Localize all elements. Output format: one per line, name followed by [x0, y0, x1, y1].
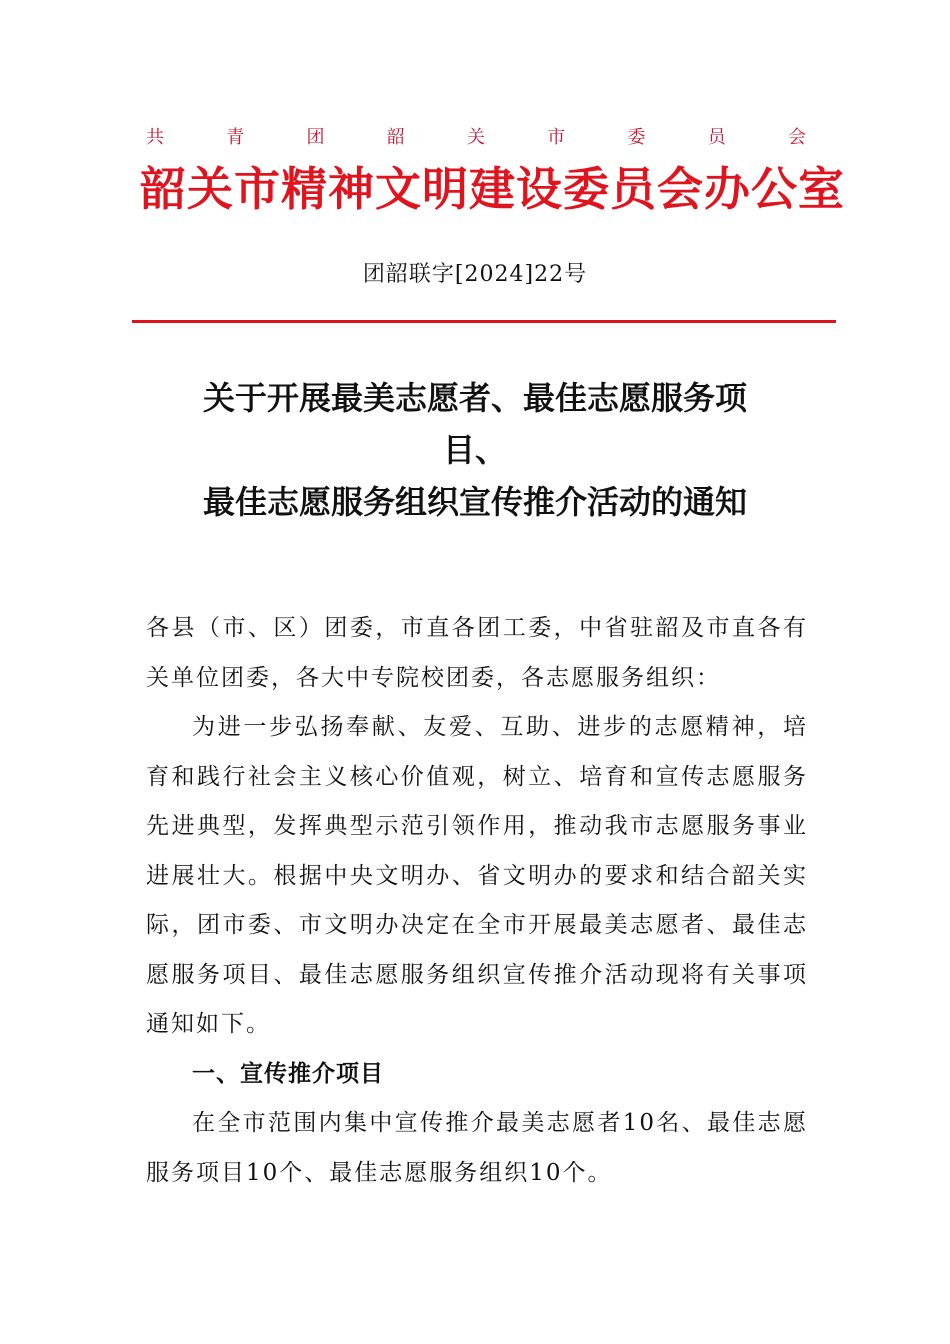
- document-number: 团韶联字[2024]22号: [362, 262, 588, 287]
- issuer-heading: 韶关市精神文明建设委员会办公室: [140, 162, 845, 216]
- salutation: 各县（市、区）团委，市直各团工委，中省驻韶及市直各有关单位团委，各大中专院校团委，各志愿服务组织：: [146, 615, 808, 691]
- intro-paragraph: 为进一步弘扬奉献、友爱、互助、进步的志愿精神，培育和践行社会主义核心价值观，树立、培育和宣传志愿服务先进典型，发挥典型示范引领作用，推动我市志愿服务事业进展壮大。根据中央文明办、省文明办的要求和结合韶关实际，团市委、市文明办决定在全市开展最美志愿者、最佳志愿服务项目、最佳志愿服务组织宣传推介活动现将有关事项通知如下。: [146, 714, 808, 1037]
- issuer-small-line: [146, 126, 806, 150]
- issuer-small-char: 会: [788, 127, 806, 148]
- issuer-small-char: 共: [146, 127, 164, 148]
- section-1-paragraph: 在全市范围内集中宣传推介最美志愿者10名、最佳志愿服务项目10个、最佳志愿服务组织10个。: [146, 1110, 808, 1186]
- issuer-small-char: 青: [226, 127, 245, 148]
- document-title: [140, 372, 810, 528]
- red-divider: [132, 320, 836, 323]
- issuer-small-char: 关: [467, 127, 485, 148]
- issuer-small-char: 韶: [386, 127, 405, 148]
- title-line-1: 关于开展最美志愿者、最佳志愿服务项: [202, 379, 747, 417]
- issuer-small-char: 员: [707, 127, 726, 148]
- issuer-small-char: 市: [547, 127, 566, 148]
- issuer-small-char: 委: [627, 127, 646, 148]
- section-1-heading: 一、宣传推介项目: [192, 1060, 384, 1087]
- title-line-3: 最佳志愿服务组织宣传推介活动的通知: [202, 483, 747, 521]
- document-body: [146, 604, 808, 1198]
- issuer-small-char: 团: [306, 127, 325, 148]
- title-line-2: 目、: [442, 431, 507, 469]
